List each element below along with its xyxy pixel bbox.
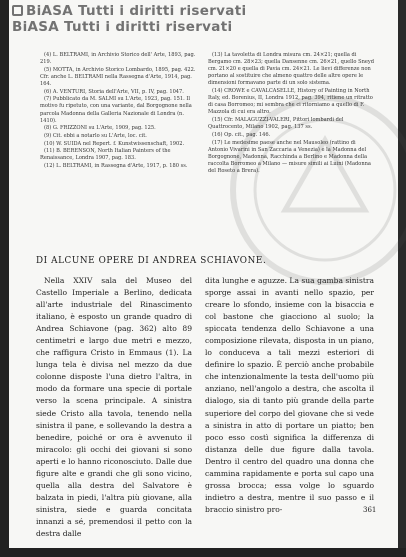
footnote: (14) CROWE e CAVALCASELLE, History of Painting in North Italy, ed. Borenius, II, Londra 1912, pag. 394, ritiene un ritratto di casa Borromeo; mi sembra che ci ritorniamo a quello di F. Mazzola di cui era altro. [208,88,373,116]
footnote: (4) L. BELTRAMI, in Archivio Storico dell' Arte, 1893, pag. 219. [40,52,196,66]
scan-bottom-edge [0,548,406,557]
scan-left-edge [0,0,9,557]
footnote: (11) B. BERENSON, North Italian Painters of the Renaissance, Londra 1907, pag. 183. [40,148,171,162]
footnote: (12) L. BELTRAMI, in Rassegna d'Arte, 1917, p. 180 ss. [44,163,188,170]
watermark-line-2: BiASA Tutti i diritti riservati [12,19,233,35]
watermark-banner [12,3,246,19]
footnote: (8) G. FRIZZONI su L'Arte, 1909, pag. 125. [44,125,156,132]
footnotes-left [40,52,198,171]
page-number: 361 [363,506,377,514]
footnote: (7) Pubblicato da M. SALMI su L'Arte, 1923, pag. 151. Il motivo fu ripetuto, con una variante, dal Borgognone nella parcola Madonna della Galleria Nazionale di Londra (n. 1410). [40,96,192,124]
watermark-banner-2 [12,19,232,35]
footnote: (17) Le medesime paese anche nel Mausoleo (rattino di Antonio Vivarini in San Zaccaria a Venezia) e la Madonna del Borgognone, Madonna, Racchinda a Berlino e Madonna della raccolta Borromeo a Milano — misure simili ai Luini (Madonna del Roseto a Brera). [208,139,371,174]
watermark-line-1: BiASA Tutti i diritti riservati [26,3,247,19]
body-column-right [205,275,377,516]
body-paragraph-right: dita lunghe e aguzze. La sua gamba sinistra sporge assai in avanti nello spazio, per creare lo sfondo, insieme con la bisaccia e col bastone che giacciono al suolo; la spiccata tendenza dello Schiavone a una composizione rilevata, disposta in un piano, lo conduceva a tali mezzi esteriori di definire lo spazio. È perciò anche probabile che intenzionalmente la testa dell'uomo più anziano, nell'angolo a destra, che ascolta il dialogo, sia di tanto più grande della parte superiore del corpo del giovane che si vede a sinistra in atto di portare un piatto; ben poco esso costì significa la differenza di distanza delle due figure dalla tavola. Dentro il centro del quadro una donna che cammina rapidamente e porta sul capo una grossa brocca; essa volge lo sguardo indietro a destra, mentre il suo passo e il braccio sinistro pro- [205,276,374,514]
body-paragraph-left: Nella XXIV sala del Museo del Castello Imperiale a Berlino, dedicata all'arte industriale del Rinascimento italiano, è esposto un grande quadro di Andrea Schiavone (pag. 362) alto 89 centimetri e largo due metri e mezzo, che raffigura Cristo in Emmaus (1). La lunga tela è divisa nel mezzo da due colonne disposte l'una dietro l'altra, in modo da formare una specie di portale verso la scena principale. A sinistra siede Cristo alla tavola, tenendo nella sinistra il pane, e sollevando la destra a benedire, poiché or ora è avvenuto il miracolo: gli occhi dei giovani si sono aperti e lo hanno riconosciuto. Dalle due figure alte e grandi che gli sono vicino, quella alla destra del Salvatore è balzata in piedi, l'altra più giovane, alla sinistra, siede e guarda concitata innanzi a sé, premendosi il petto con la destra dalle [36,276,192,538]
section-heading: DI ALCUNE OPERE DI ANDREA SCHIAVONE. [36,256,267,266]
biasa-logo-icon [12,5,23,16]
footnotes-right [208,52,376,176]
footnote: (15) Cfr. MALAGUZZI-VALERI, Pittori lombardi del Quattrocento, Milano 1902, pag. 137 ss. [208,117,344,131]
footnote: (13) La tavoletta di Londra misura cm. 24×21; quella di Bergamo cm. 28×23; quella Dansenne cm. 26×21, quello Sneyd cm. 21×20 e quella di Pavia cm. 24×21. Le lievi differenze non portano al sostituire che almeno quattro delle altre opere le dimensioni formavano parte di un solo sistema. [208,52,375,87]
footnote: (10) W. SUIDA nel Repert. f. Kunstwissenschaft, 1902. [44,140,185,147]
footnote: (9) Cit. ebbi a notarlo su L'Arte, loc. cit. [44,133,147,139]
scan-right-edge [398,0,406,557]
body-column-left [36,275,192,540]
footnote: (5) MOTTA, in Archivio Storico Lombardo, 1895, pag. 422. Cfr. anche L. BELTRAMI nella Rassegna d'Arte, 1914, pag. 164. [40,66,196,87]
footnote: (6) A. VENTURI, Storia dell'Arte, VII, p. IV, pag. 1047. [44,88,184,95]
footnote: (16) Op. cit., pag. 146. [212,131,271,138]
